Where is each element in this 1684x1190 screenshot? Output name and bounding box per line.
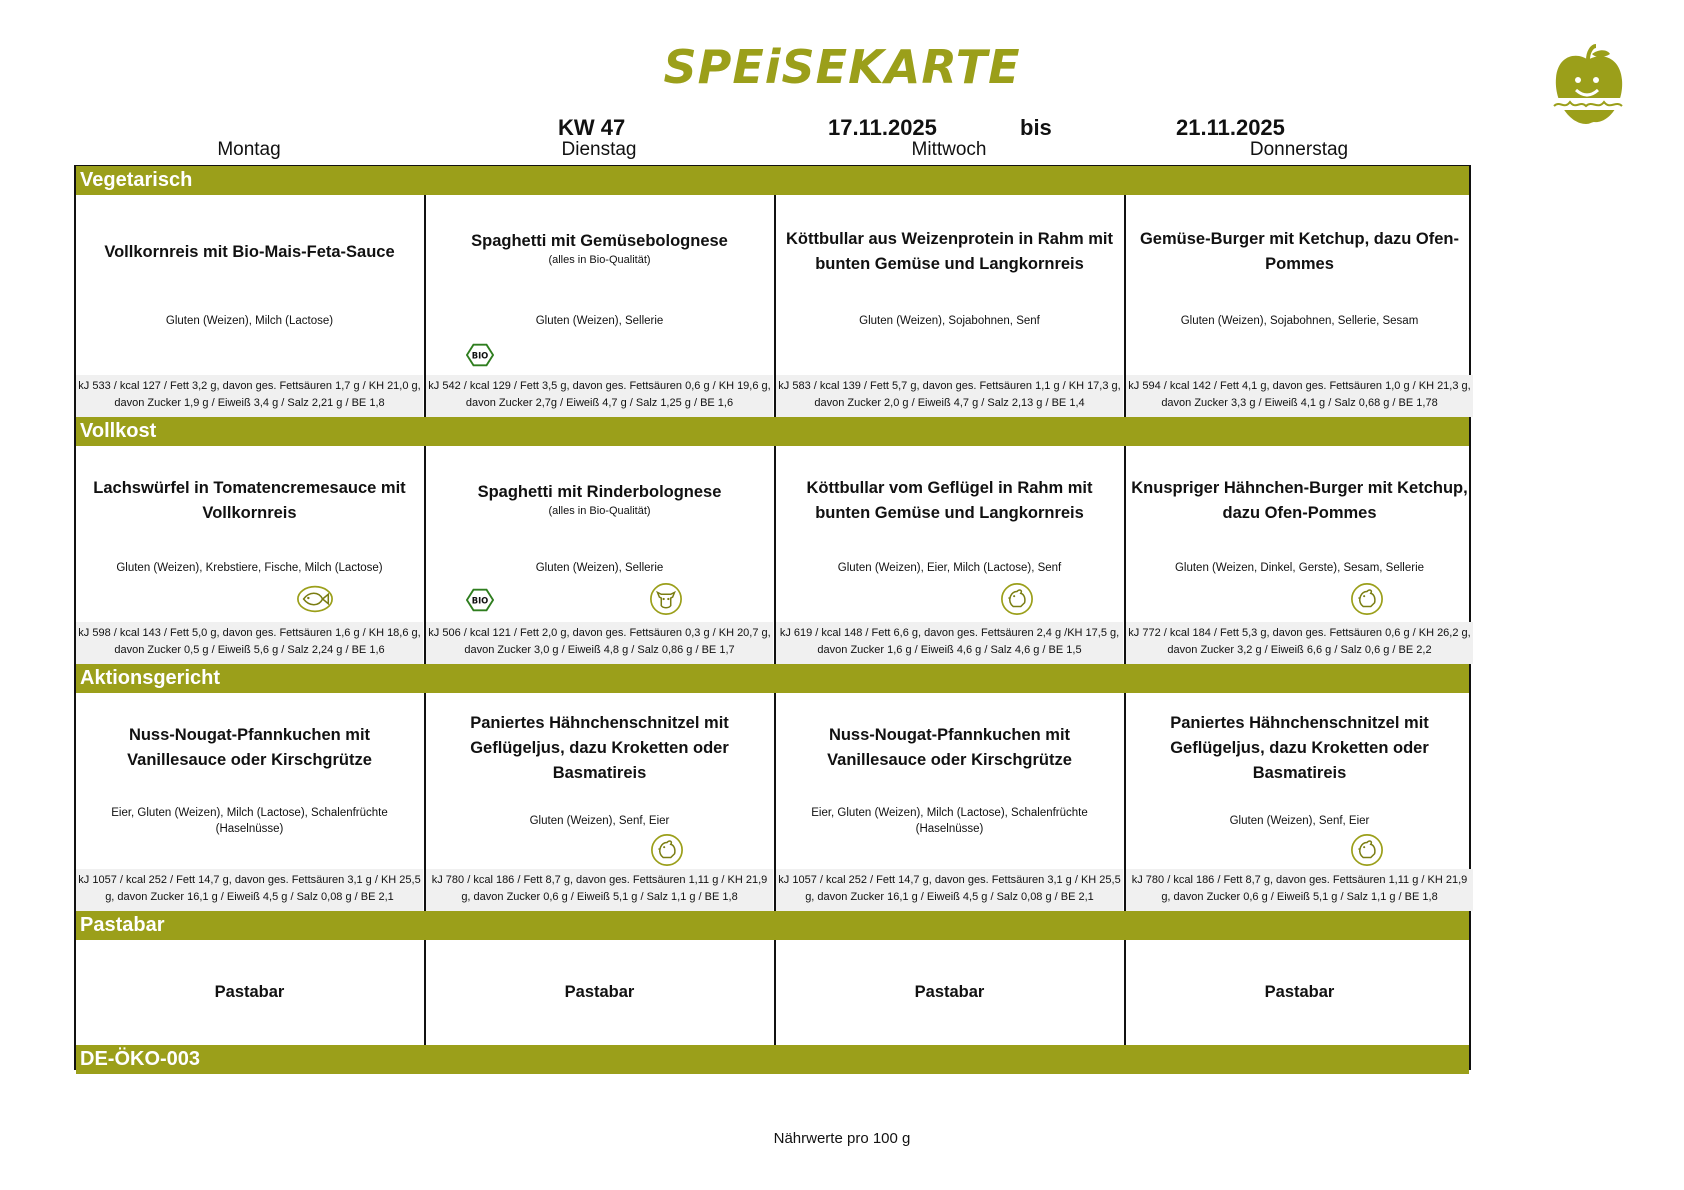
dish-name [430, 229, 769, 267]
day-wednesday: Mittwoch [911, 139, 987, 160]
dish-title: Spaghetti mit Gemüsebolognese [471, 232, 728, 250]
certification-band: DE-ÖKO-003 [76, 1045, 1469, 1074]
svg-text:BIO: BIO [471, 595, 489, 606]
allergens: Gluten (Weizen), Senf, Eier [529, 815, 670, 827]
dish-title: Spaghetti mit Rinderbolognese [477, 483, 722, 501]
chicken-icon [1350, 833, 1384, 867]
week-number: KW 47 [558, 115, 626, 140]
dish-name: Pastabar [914, 983, 985, 1001]
menu-cell [76, 940, 423, 1046]
dish-name: Nuss-Nougat-Pfannkuchen mit Vanillesauce oder Kirschgrütze [827, 726, 1072, 769]
menu-cell [76, 195, 423, 417]
chicken-icon [1000, 582, 1034, 616]
dish-name: Nuss-Nougat-Pfannkuchen mit Vanillesauce oder Kirschgrütze [127, 726, 372, 769]
day-monday: Montag [217, 139, 281, 160]
allergens: Gluten (Weizen), Sellerie [535, 562, 664, 574]
allergens: Gluten (Weizen), Senf, Eier [1229, 815, 1370, 827]
nutrition-info: kJ 598 / kcal 143 / Fett 5,0 g, davon ges. Fettsäuren 1,6 g / KH 18,6 g, davon Zucker 0,5 g / Eiweiß 5,6 g / Salz 2,24 g / BE 1,6 [76, 622, 423, 664]
dish-name: Paniertes Hähnchenschnitzel mit Geflügeljus, dazu Kroketten oder Basmatireis [1170, 714, 1429, 782]
section-band-pastabar: Pastabar [76, 911, 1469, 940]
footnote: Nährwerte pro 100 g [773, 1130, 911, 1147]
nutrition-info: kJ 780 / kcal 186 / Fett 8,7 g, davon ges. Fettsäuren 1,11 g / KH 21,9 g, davon Zucker 0,6 g / Eiweiß 5,1 g / Salz 1,1 g / BE 1,8 [1126, 869, 1473, 911]
menu-cell [1126, 940, 1473, 1046]
date-to: 21.11.2025 [1176, 115, 1285, 140]
menu-cell [776, 446, 1123, 664]
menu-grid [74, 165, 1471, 1070]
menu-cell [426, 693, 773, 911]
allergens: Eier, Gluten (Weizen), Milch (Lactose), Schalenfrüchte (Haselnüsse) [111, 807, 388, 835]
menu-cell [426, 940, 773, 1046]
cow-icon [649, 582, 683, 616]
allergens: Gluten (Weizen), Sojabohnen, Sellerie, Sesam [1180, 315, 1419, 327]
dish-name [430, 480, 769, 518]
allergens: Gluten (Weizen), Eier, Milch (Lactose), Senf [837, 562, 1062, 574]
menu-cell [76, 693, 423, 911]
day-tuesday: Dienstag [561, 139, 637, 160]
bio-seal-icon [466, 343, 494, 367]
allergens: Eier, Gluten (Weizen), Milch (Lactose), Schalenfrüchte (Haselnüsse) [811, 807, 1088, 835]
menu-cell [776, 195, 1123, 417]
dish-name: Köttbullar aus Weizenprotein in Rahm mit bunten Gemüse und Langkornreis [786, 230, 1113, 273]
nutrition-info: kJ 772 / kcal 184 / Fett 5,3 g, davon ges. Fettsäuren 0,6 g / KH 26,2 g, davon Zucker 3,2 g / Eiweiß 6,6 g / Salz 0,6 g / BE 2,2 [1126, 622, 1473, 664]
page-title: SPEiSEKARTE [663, 40, 1021, 94]
menu-cell [1126, 195, 1473, 417]
menu-cell [426, 446, 773, 664]
dish-name: Pastabar [214, 983, 285, 1001]
menu-cell [1126, 446, 1473, 664]
chicken-icon [1350, 582, 1384, 616]
nutrition-info: kJ 506 / kcal 121 / Fett 2,0 g, davon ges. Fettsäuren 0,3 g / KH 20,7 g, davon Zucker 3,0 g / Eiweiß 4,8 g / Salz 0,86 g / BE 1,7 [426, 622, 773, 664]
section-band-vegetarisch: Vegetarisch [76, 166, 1469, 195]
dish-name: Pastabar [564, 983, 635, 1001]
dish-name: Paniertes Hähnchenschnitzel mit Geflügeljus, dazu Kroketten oder Basmatireis [470, 714, 729, 782]
menu-cell [776, 940, 1123, 1046]
allergens: Gluten (Weizen), Sellerie [535, 315, 664, 327]
nutrition-info: kJ 1057 / kcal 252 / Fett 14,7 g, davon ges. Fettsäuren 3,1 g / KH 25,5 g, davon Zucker 16,1 g / Eiweiß 4,5 g / Salz 0,08 g / BE 2,1 [776, 869, 1123, 911]
section-band-vollkost: Vollkost [76, 417, 1469, 446]
nutrition-info: kJ 542 / kcal 129 / Fett 3,5 g, davon ges. Fettsäuren 0,6 g / KH 19,6 g, davon Zucker 2,7g / Eiweiß 4,7 g / Salz 1,25 g / BE 1,6 [426, 375, 773, 417]
dish-subtitle: (alles in Bio-Qualität) [548, 505, 651, 517]
allergens: Gluten (Weizen, Dinkel, Gerste), Sesam, Sellerie [1174, 562, 1425, 574]
date-from: 17.11.2025 [828, 115, 937, 140]
nutrition-info: kJ 619 / kcal 148 / Fett 6,6 g, davon ges. Fettsäuren 2,4 g /KH 17,5 g, davon Zucker 1,6 g / Eiweiß 4,6 g / Salz 4,6 g / BE 1,5 [776, 622, 1123, 664]
date-bis: bis [1020, 115, 1052, 140]
menu-cell [76, 446, 423, 664]
dish-name: Lachswürfel in Tomatencremesauce mit Vollkornreis [93, 479, 406, 522]
allergens: Gluten (Weizen), Sojabohnen, Senf [859, 315, 1040, 327]
dish-name: Köttbullar vom Geflügel in Rahm mit bunten Gemüse und Langkornreis [806, 479, 1093, 522]
dish-name: Pastabar [1264, 983, 1335, 1001]
nutrition-info: kJ 533 / kcal 127 / Fett 3,2 g, davon ges. Fettsäuren 1,7 g / KH 21,0 g, davon Zucker 1,9 g / Eiweiß 3,4 g / Salz 2,21 g / BE 1,8 [76, 375, 423, 417]
dish-name: Knuspriger Hähnchen-Burger mit Ketchup, dazu Ofen-Pommes [1131, 479, 1468, 522]
nutrition-info: kJ 1057 / kcal 252 / Fett 14,7 g, davon ges. Fettsäuren 3,1 g / KH 25,5 g, davon Zucker 16,1 g / Eiweiß 4,5 g / Salz 0,08 g / BE 2,1 [76, 869, 423, 911]
apple-logo-icon [1548, 44, 1628, 130]
svg-text:BIO: BIO [471, 350, 489, 361]
nutrition-info: kJ 594 / kcal 142 / Fett 4,1 g, davon ges. Fettsäuren 1,0 g / KH 21,3 g, davon Zucker 3,3 g / Eiweiß 4,1 g / Salz 0,68 g / BE 1,78 [1126, 375, 1473, 417]
fish-icon [296, 584, 334, 614]
menu-cell [776, 693, 1123, 911]
nutrition-info: kJ 583 / kcal 139 / Fett 5,7 g, davon ges. Fettsäuren 1,1 g / KH 17,3 g, davon Zucker 2,0 g / Eiweiß 4,7 g / Salz 2,13 g / BE 1,4 [776, 375, 1123, 417]
allergens: Gluten (Weizen), Milch (Lactose) [165, 315, 334, 327]
day-thursday: Donnerstag [1249, 139, 1349, 160]
nutrition-info: kJ 780 / kcal 186 / Fett 8,7 g, davon ges. Fettsäuren 1,11 g / KH 21,9 g, davon Zucker 0,6 g / Eiweiß 5,1 g / Salz 1,1 g / BE 1,8 [426, 869, 773, 911]
allergens: Gluten (Weizen), Krebstiere, Fische, Milch (Lactose) [116, 562, 383, 574]
bio-seal-icon [466, 588, 494, 612]
dish-subtitle: (alles in Bio-Qualität) [548, 254, 651, 266]
menu-cell [426, 195, 773, 417]
menu-cell [1126, 693, 1473, 911]
dish-name: Vollkornreis mit Bio-Mais-Feta-Sauce [104, 243, 395, 261]
dish-name: Gemüse-Burger mit Ketchup, dazu Ofen-Pommes [1139, 230, 1460, 273]
chicken-icon [650, 833, 684, 867]
section-band-aktionsgericht: Aktionsgericht [76, 664, 1469, 693]
